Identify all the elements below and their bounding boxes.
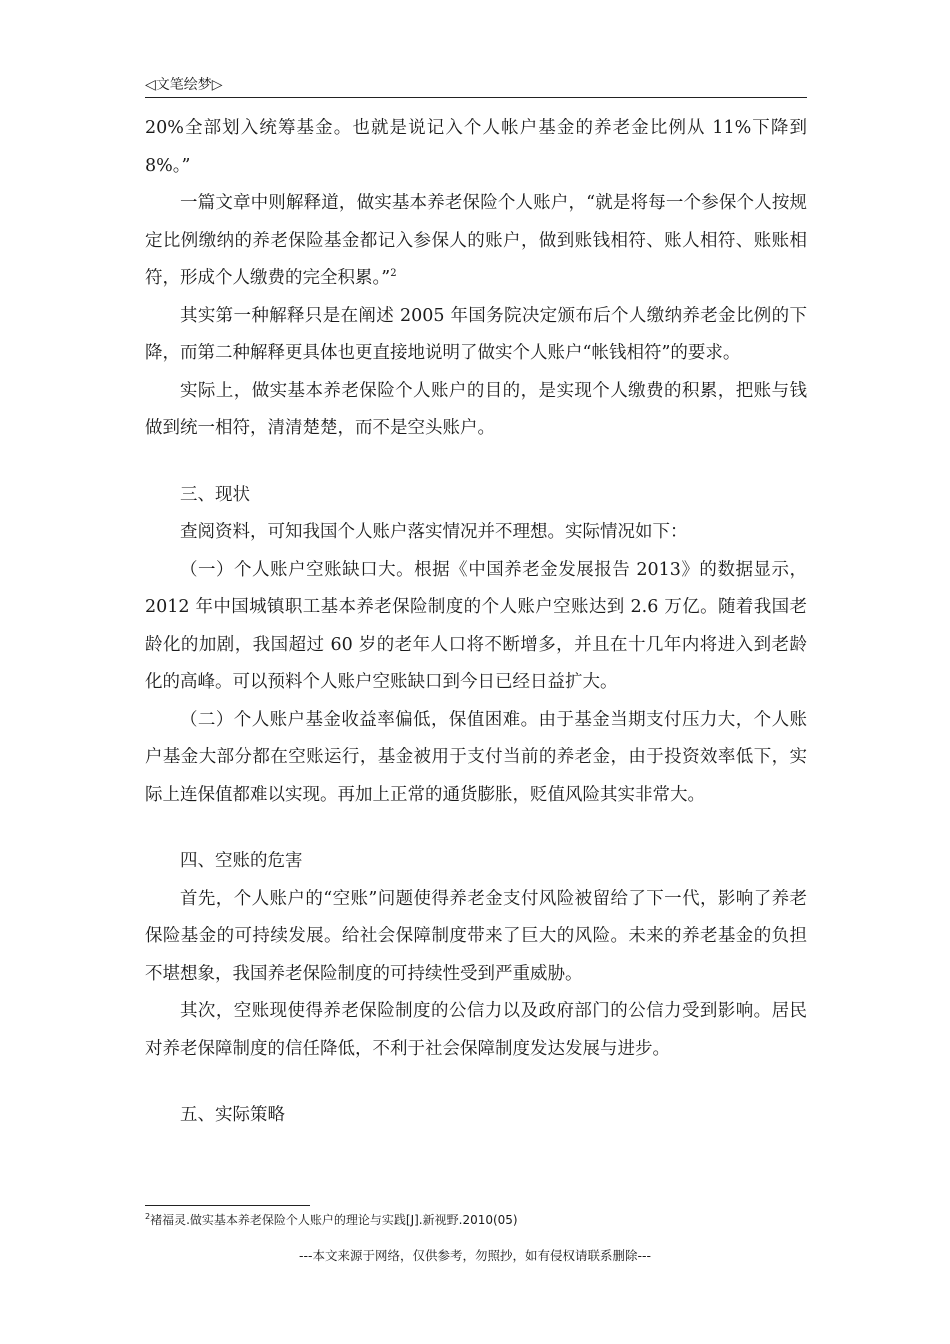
footnote-reference: 2 bbox=[390, 268, 397, 280]
paragraph-text: 其次，空账现使得养老保险制度的公信力以及政府部门的公信力受到影响。居民对养老保障制度的信任降低，不利于社会保障制度发达发展与进步。 bbox=[145, 1001, 807, 1059]
paragraph bbox=[145, 843, 807, 881]
paragraph-text: 其实第一种解释只是在阐述 2005 年国务院决定颁布后个人缴纳养老金比例的下降，而第二种解释更具体也更直接地说明了做实个人账户“帐钱相符”的要求。 bbox=[145, 305, 807, 363]
blank-line bbox=[145, 448, 807, 477]
paragraph-text: 一篇文章中则解释道，做实基本养老保险个人账户，“就是将每一个参保个人按规定比例缴纳的养老保险基金都记入参保人的账户，做到账钱相符、账人相符、账账相符，形成个人缴费的完全积累。” bbox=[145, 193, 807, 288]
paragraph-text: 实际上，做实基本养老保险个人账户的目的，是实现个人缴费的积累，把账与钱做到统一相符，清清楚楚，而不是空头账户。 bbox=[145, 380, 807, 438]
paragraph bbox=[145, 185, 807, 298]
paragraph-text: （一）个人账户空账缺口大。根据《中国养老金发展报告 2013》的数据显示，2012 年中国城镇职工基本养老保险制度的个人账户空账达到 2.6 万亿。随着我国老龄化的加剧，我国超过 60 岁的老年人口将不断增多，并且在十几年内将进入到老龄化的高峰。可以预料个人账户空账缺口到今日已经日益扩大。 bbox=[145, 559, 807, 692]
footnote bbox=[145, 1212, 518, 1228]
footnote-marker: 2 bbox=[145, 1212, 151, 1221]
blank-line bbox=[145, 1068, 807, 1097]
header-text: ◁文笔绘梦▷ bbox=[145, 77, 223, 93]
paragraph-text: 20%全部划入统筹基金。也就是说记入个人帐户基金的养老金比例从 11%下降到 8%。” bbox=[145, 118, 807, 176]
paragraph-text: 四、空账的危害 bbox=[180, 851, 303, 871]
paragraph-text: 查阅资料，可知我国个人账户落实情况并不理想。实际情况如下： bbox=[180, 522, 688, 542]
blank-line bbox=[145, 814, 807, 843]
paragraph-text: 三、现状 bbox=[180, 484, 250, 505]
document-body bbox=[145, 110, 807, 1135]
paragraph bbox=[145, 881, 807, 994]
paragraph-text: （二）个人账户基金收益率偏低，保值困难。由于基金当期支付压力大，个人账户基金大部分都在空账运行，基金被用于支付当前的养老金，由于投资效率低下，实际上连保值都难以实现。再加上正常的通货膨胀，贬值风险其实非常大。 bbox=[145, 709, 807, 805]
footnote-text: 褚福灵.做实基本养老保险个人账户的理论与实践[J].新视野.2010(05) bbox=[150, 1213, 518, 1227]
footer-text: ---本文来源于网络，仅供参考，勿照抄，如有侵权请联系删除--- bbox=[298, 1248, 652, 1263]
paragraph-text: 首先，个人账户的“空账”问题使得养老金支付风险被留给了下一代，影响了养老保险基金的可持续发展。给社会保障制度带来了巨大的风险。未来的养老基金的负担不堪想象，我国养老保险制度的可持续性受到严重威胁。 bbox=[145, 888, 807, 984]
paragraph bbox=[145, 298, 807, 373]
paragraph bbox=[145, 993, 807, 1068]
page-footer bbox=[0, 1246, 950, 1264]
paragraph bbox=[145, 514, 807, 552]
paragraph bbox=[145, 702, 807, 815]
paragraph-text: 五、实际策略 bbox=[180, 1105, 285, 1125]
paragraph bbox=[145, 1097, 807, 1135]
paragraph bbox=[145, 552, 807, 702]
paragraph bbox=[145, 110, 807, 185]
paragraph bbox=[145, 373, 807, 448]
paragraph bbox=[145, 477, 807, 515]
footnote-divider bbox=[145, 1205, 310, 1206]
page-header bbox=[145, 75, 807, 98]
